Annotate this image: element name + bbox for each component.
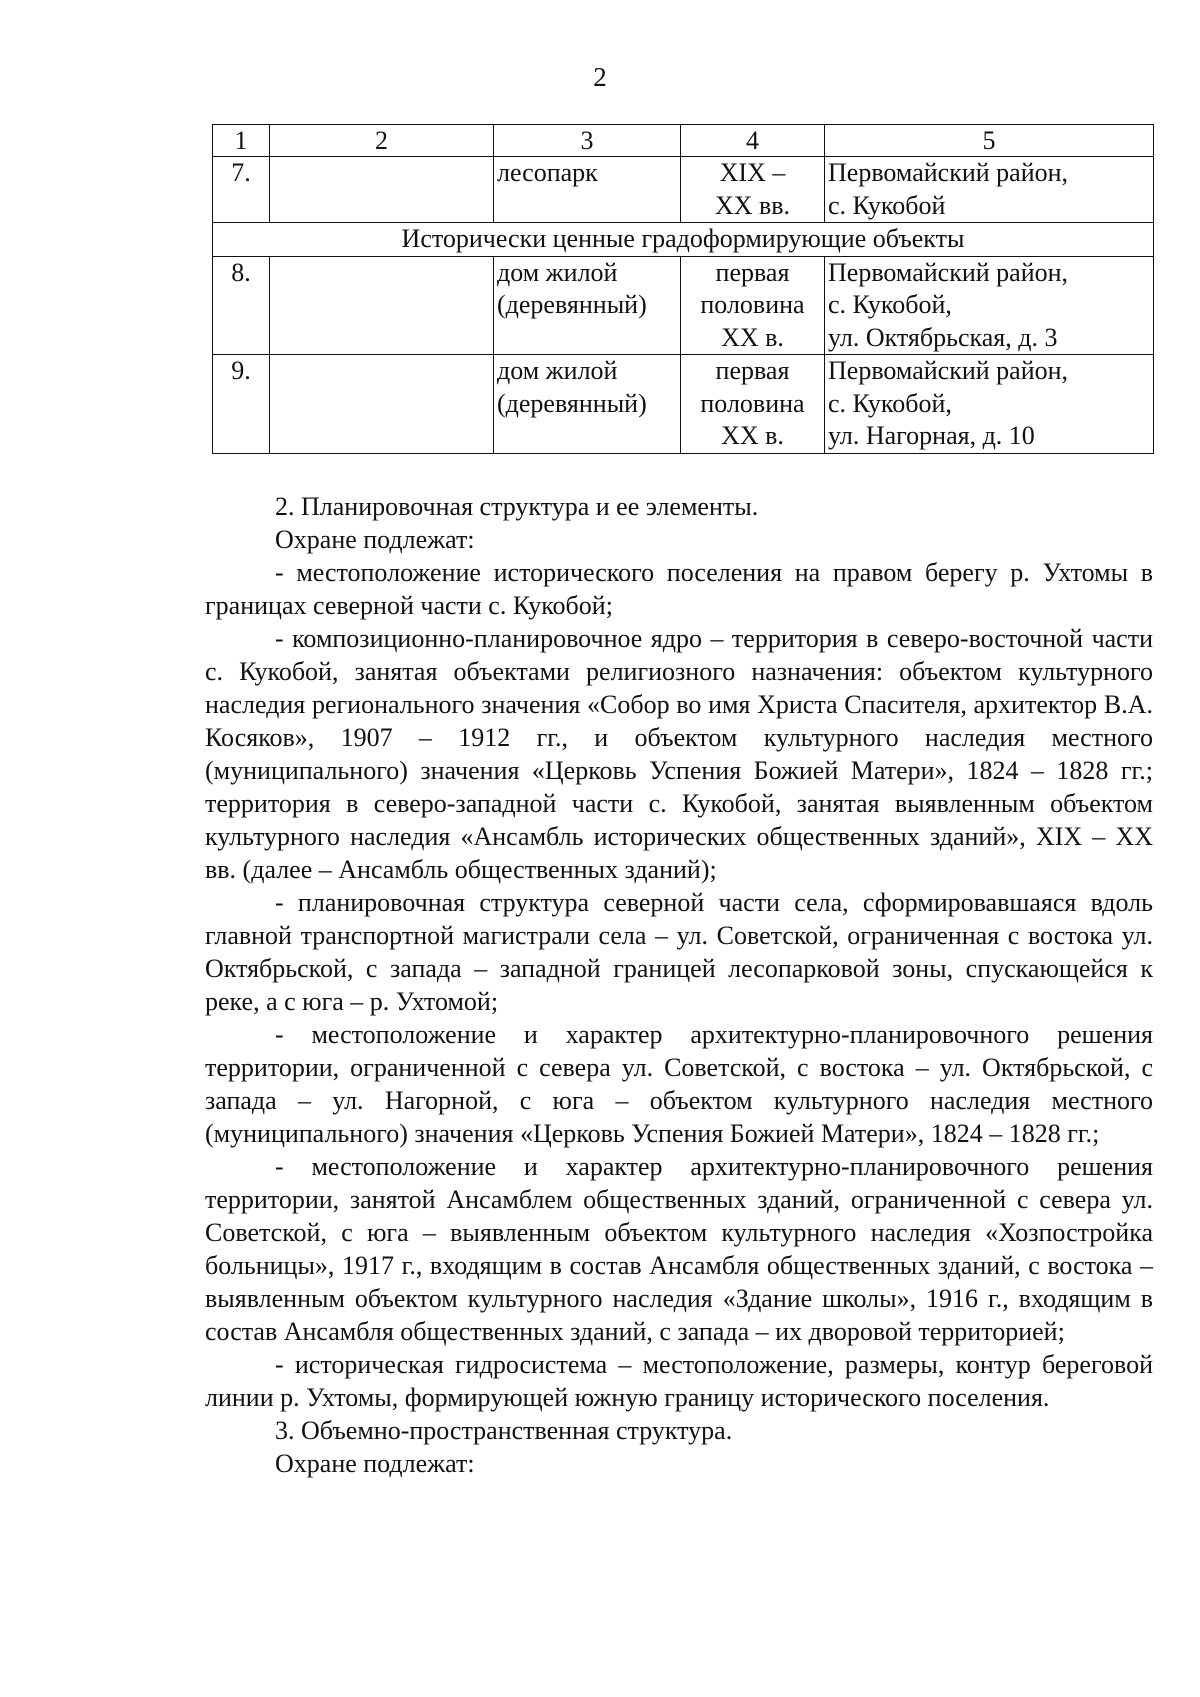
objects-table [212,124,1154,454]
text-line: с. Кукобой, [828,388,952,418]
text-line: Первомайский район, [828,356,1069,385]
row-number: 9. [213,355,270,454]
object-type [494,256,681,355]
column-header: 2 [270,125,494,157]
paragraph: 3. Объемно-пространственная структура. [275,1416,733,1445]
paragraph: - историческая гидросистема – местоположение, размеры, контур береговой линии р. Ухтомы, формирующей южную границу исторического поселения. [205,1350,1153,1412]
object-address [825,256,1154,355]
text-line: дом жилой [497,257,618,287]
text-line: XIX – [719,158,786,187]
paragraph: Охране подлежат: [275,525,475,554]
paragraph: - планировочная структура северной части села, сформировавшаяся вдоль главной транспортной магистрали села – ул. Советской, ограниченная с востока ул. Октябрьской, с запада – западной границей лесопарковой зоны, спускающейся к реке, а с юга – р. Ухтомой; [205,888,1153,1016]
object-type [494,355,681,454]
table-row [213,355,1154,454]
text-line: с. Кукобой, [828,290,952,319]
column-header: 4 [681,125,825,157]
row-number: 8. [213,256,270,355]
section-title: Исторически ценные градоформирующие объекты [213,223,1154,257]
column-header: 1 [213,125,270,157]
column-header: 3 [494,125,681,157]
object-date [681,157,825,223]
object-address [825,157,1154,223]
paragraph: - местоположение исторического поселения на правом берегу р. Ухтомы в границах северной части с. Кукобой; [205,558,1153,620]
text-line: (деревянный) [497,290,647,319]
page-number: 2 [593,62,607,92]
object-name [270,256,494,355]
text-line: XX вв. [714,190,791,220]
text-line: первая [715,356,790,385]
text-line: (деревянный) [497,388,647,418]
table-header-row [213,125,1154,157]
text-line: лесопарк [497,158,598,187]
text-line: с. Кукобой [828,190,946,220]
table-section-row [213,223,1154,257]
paragraph: - местоположение и характер архитектурно-планировочного решения территории, ограниченной с севера ул. Советской, с востока – ул. Октябрьской, с запада – ул. Нагорной, с юга – объектом культурного наследия местного (муниципального) значения «Церковь Успения Божией Матери», 1824 – 1828 гг.; [205,1020,1153,1148]
text-line: XX в. [721,421,784,450]
column-header: 5 [825,125,1154,157]
row-number: 7. [213,157,270,223]
paragraph: 2. Планировочная структура и ее элементы. [275,492,759,521]
text-line: ул. Октябрьская, д. 3 [828,322,1058,352]
object-date [681,355,825,454]
object-name [270,355,494,454]
table-row [213,256,1154,355]
object-date [681,256,825,355]
object-name [270,157,494,223]
object-type [494,157,681,223]
text-line: ул. Нагорная, д. 10 [828,421,1035,450]
text-line: дом жилой [497,356,618,385]
text-line: половина [700,290,805,319]
paragraph: Охране подлежат: [275,1449,475,1478]
document-body [205,490,1153,1480]
paragraph: - композиционно-планировочное ядро – территория в северо-восточной части с. Кукобой, занятая объектами религиозного назначения: объектом культурного наследия регионального значения «Собор во имя Христа Спасителя, архитектор В.А. Косяков», 1907 – 1912 гг., и объектом культурного наследия местного (муниципального) значения «Церковь Успения Божией Матери», 1824 – 1828 гг.; территория в северо-западной части с. Кукобой, занятая выявленным объектом культурного наследия «Ансамбль исторических общественных зданий», XIX – XX вв. (далее – Ансамбль общественных зданий); [205,624,1153,884]
paragraph: - местоположение и характер архитектурно-планировочного решения территории, занятой Ансамблем общественных зданий, ограниченной с севера ул. Советской, с юга – выявленным объектом культурного наследия «Хозпостройка больницы», 1917 г., входящим в состав Ансамбля общественных зданий, с востока – выявленным объектом культурного наследия «Здание школы», 1916 г., входящим в состав Ансамбля общественных зданий, с запада – их дворовой территорией; [205,1152,1153,1346]
text-line: Первомайский район, [828,158,1069,187]
text-line: Первомайский район, [828,257,1069,287]
object-address [825,355,1154,454]
text-line: XX в. [721,322,784,352]
text-line: половина [700,388,805,418]
table-row [213,157,1154,223]
text-line: первая [715,257,790,287]
